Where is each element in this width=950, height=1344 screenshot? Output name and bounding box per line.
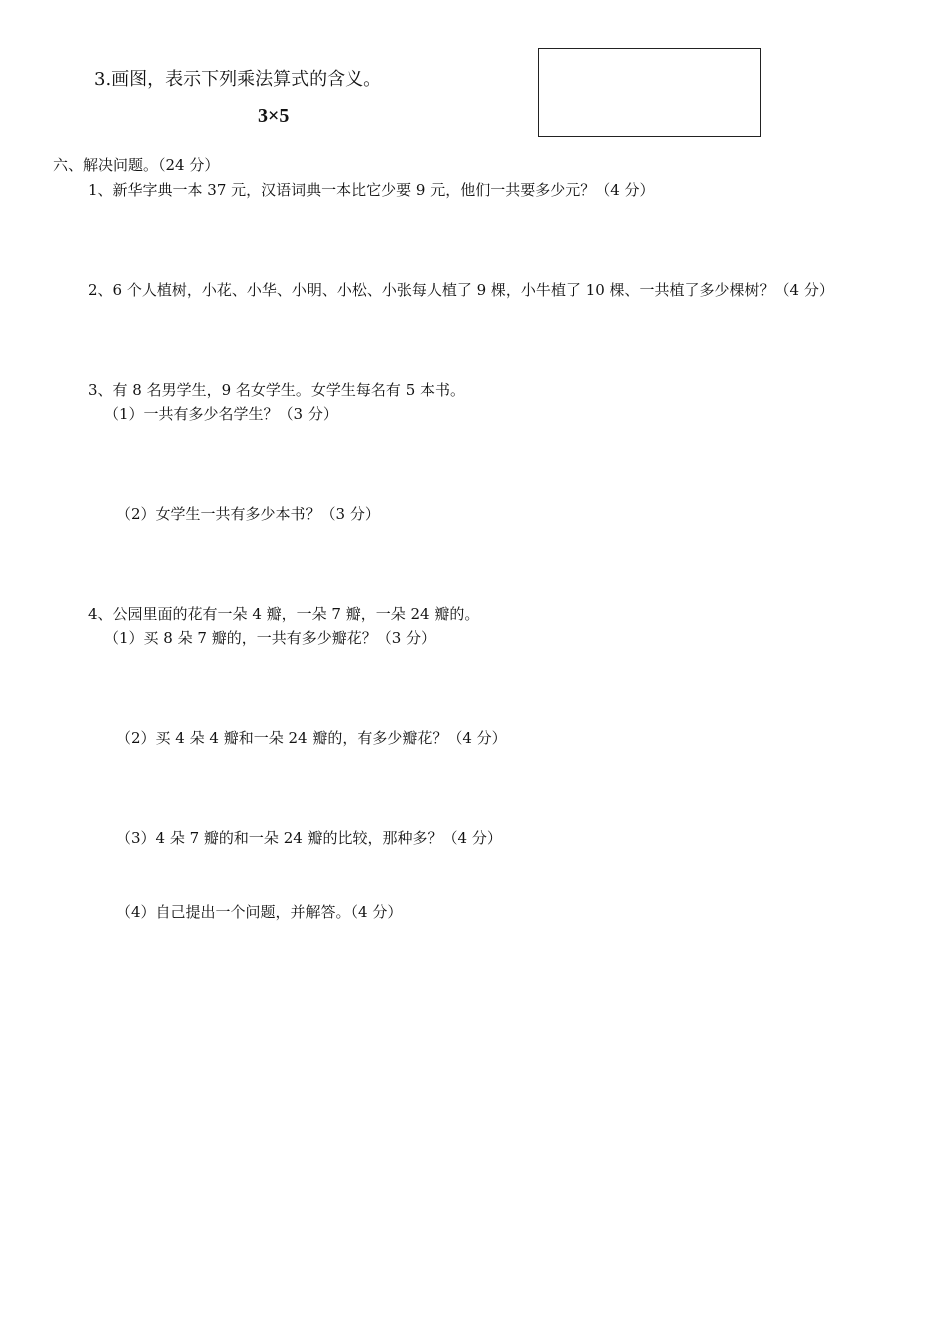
question-3-part-2: （2）女学生一共有多少本书？（3 分） — [116, 505, 380, 523]
question-3-part-1: （1）一共有多少名学生？（3 分） — [104, 405, 338, 423]
question-2: 2、6 个人植树，小花、小华、小明、小松、小张每人植了 9 棵，小牛植了 10 棵、一共植了多少棵树？（4 分） — [88, 281, 834, 299]
question-4-stem: 4、公园里面的花有一朵 4 瓣，一朵 7 瓣，一朵 24 瓣的。 — [88, 605, 480, 623]
drawing-question-title: 3.画图，表示下列乘法算式的含义。 — [94, 69, 382, 90]
multiplication-expression: 3×5 — [258, 105, 290, 127]
drawing-answer-box[interactable] — [538, 48, 761, 137]
question-1: 1、新华字典一本 37 元，汉语词典一本比它少要 9 元，他们一共要多少元？（4 分） — [88, 181, 655, 199]
question-4-part-4: （4）自己提出一个问题，并解答。（4 分） — [116, 903, 403, 921]
question-4-part-1: （1）买 8 朵 7 瓣的，一共有多少瓣花？（3 分） — [104, 629, 437, 647]
question-3-stem: 3、有 8 名男学生，9 名女学生。女学生每名有 5 本书。 — [88, 381, 466, 399]
question-4-part-2: （2）买 4 朵 4 瓣和一朵 24 瓣的，有多少瓣花？（4 分） — [116, 729, 507, 747]
question-4-part-3: （3）4 朵 7 瓣的和一朵 24 瓣的比较，那种多？（4 分） — [116, 829, 502, 847]
section-heading: 六、解决问题。（24 分） — [53, 156, 220, 174]
